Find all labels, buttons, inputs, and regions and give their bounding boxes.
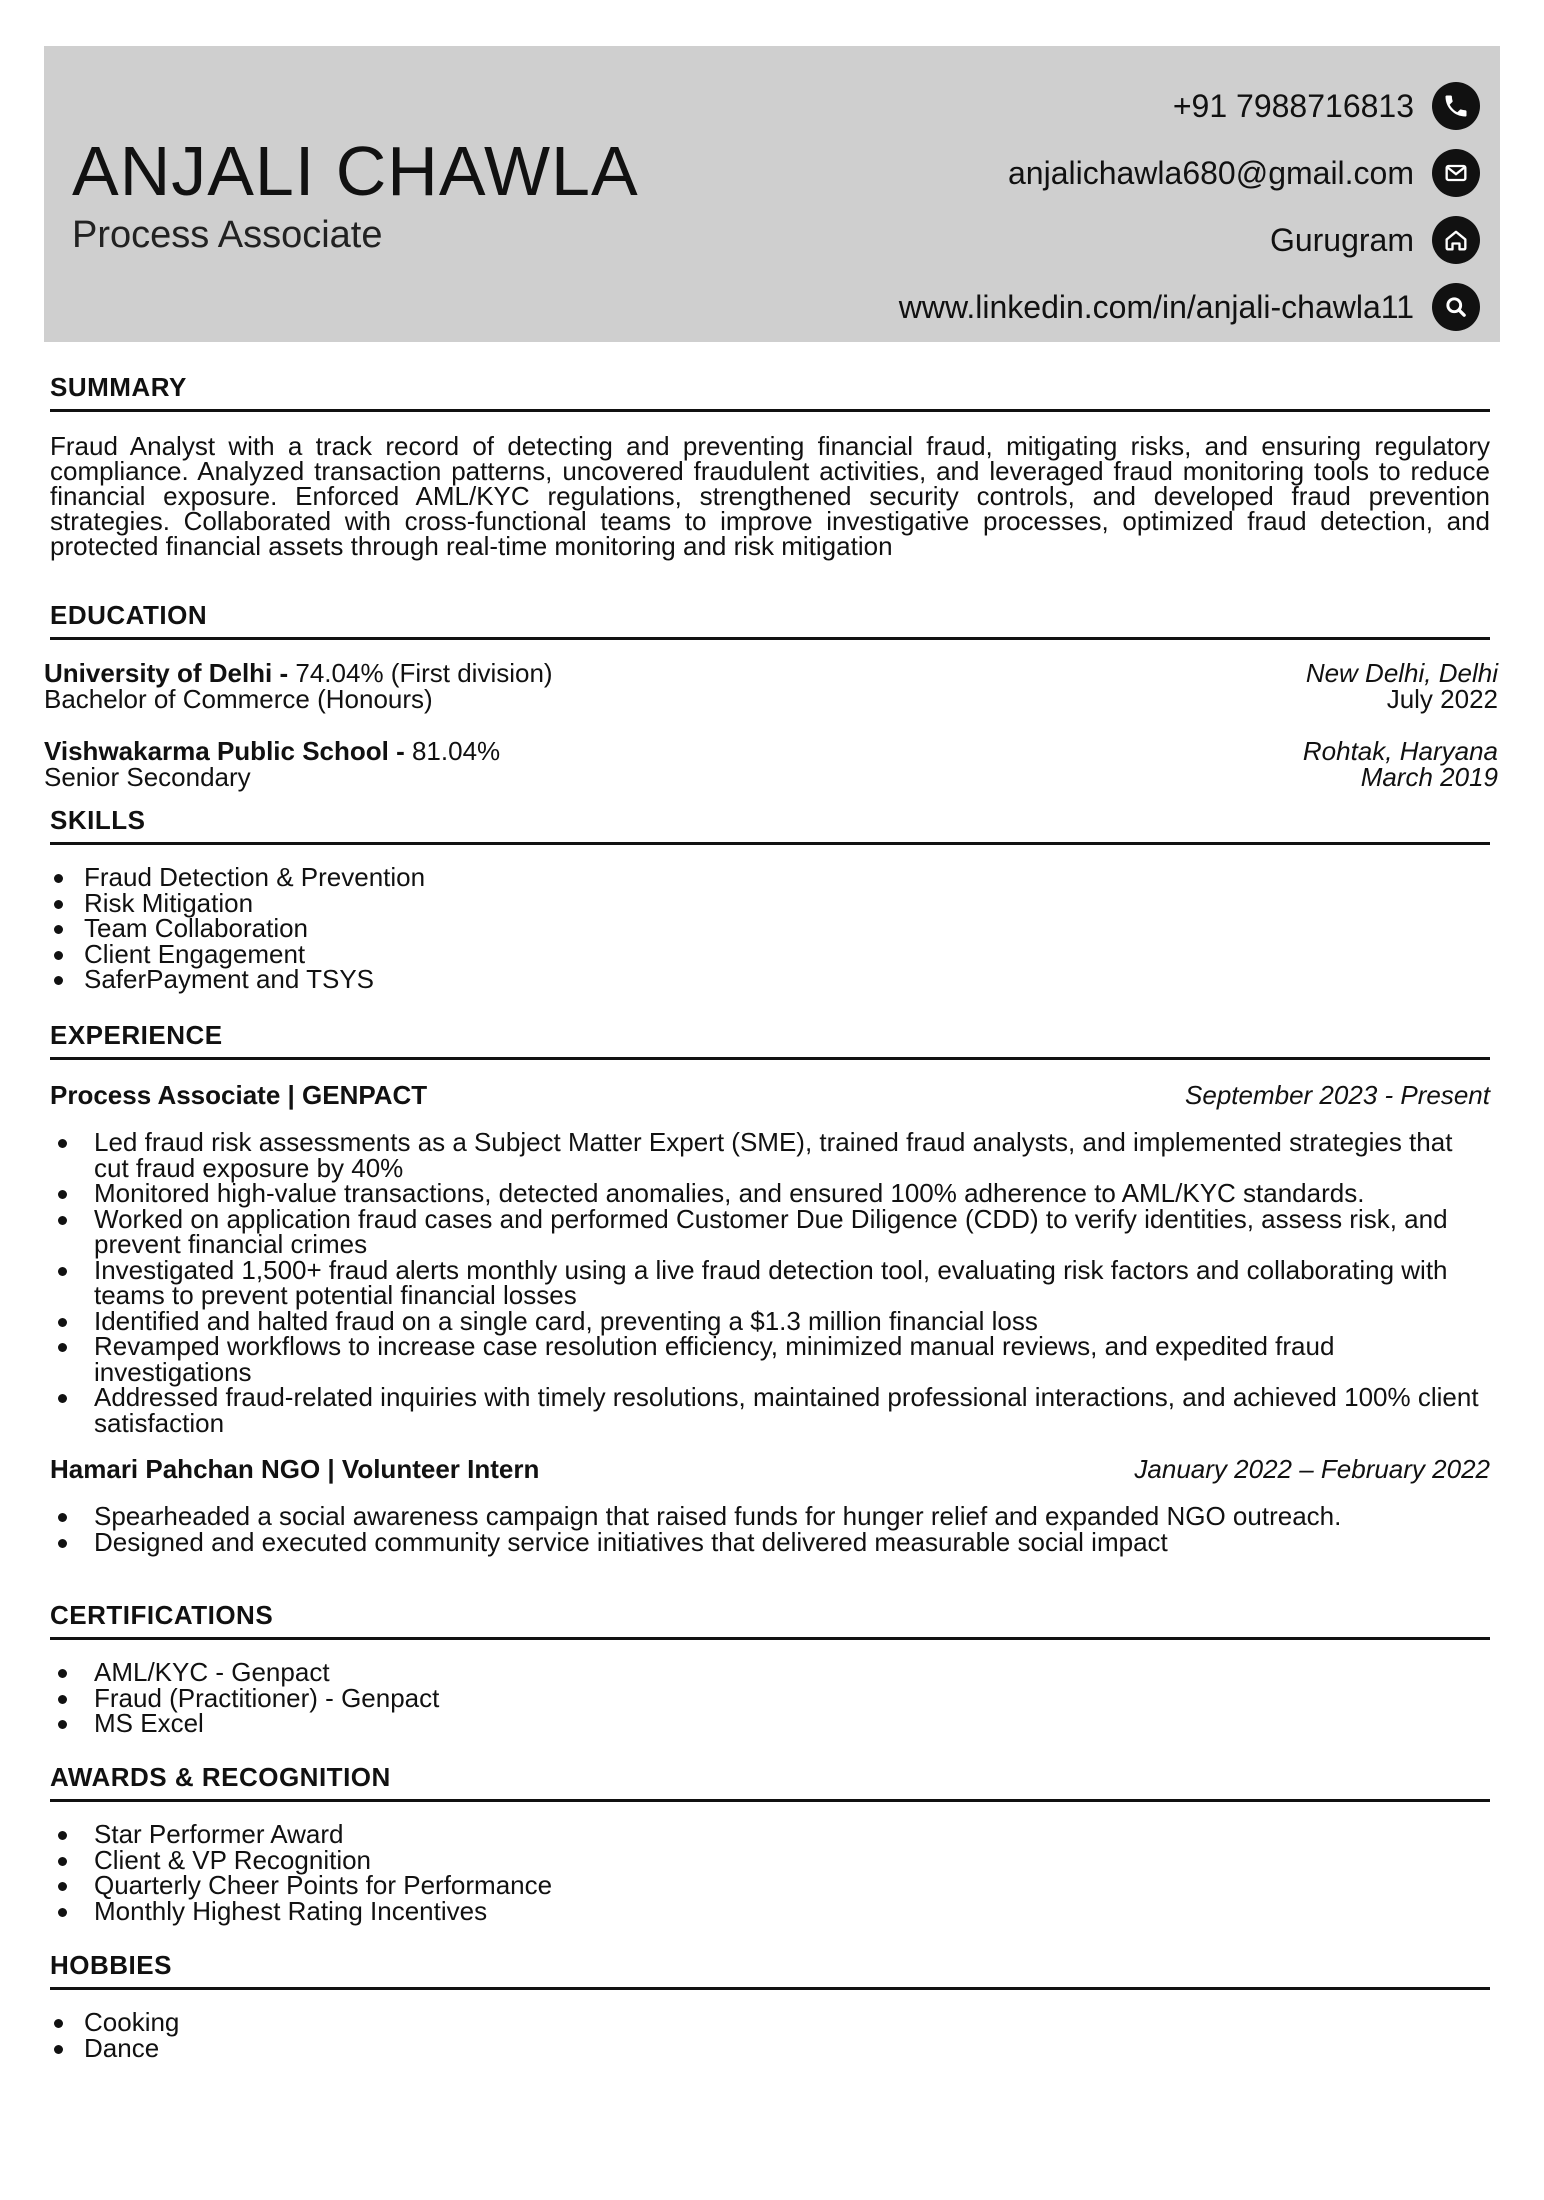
education-institution: Vishwakarma Public School - — [44, 736, 405, 766]
education-entry — [44, 736, 1498, 792]
education-location: New Delhi, Delhi — [1305, 658, 1498, 688]
awards-list — [50, 1819, 1490, 1926]
resume-header — [44, 46, 1500, 342]
job-dates: January 2022 – February 2022 — [1134, 1454, 1490, 1484]
website-text[interactable]: www.linkedin.com/in/anjali-chawla11 — [898, 288, 1414, 325]
list-item: Led fraud risk assessments as a Subject Matter Expert (SME), trained fraud analysts, and implemented strategies that cut fraud exposure by 40% — [94, 1130, 1490, 1181]
list-item: Cooking — [84, 2010, 1490, 2036]
hobbies-section — [50, 1950, 1490, 2061]
list-item: Star Performer Award — [94, 1822, 1490, 1848]
job-dates: September 2023 - Present — [1185, 1080, 1490, 1110]
education-degree: Senior Secondary — [44, 762, 251, 792]
list-item: Monitored high-value transactions, detected anomalies, and ensured 100% adherence to AML/KYC standards. — [94, 1181, 1490, 1207]
list-item: Client Engagement — [84, 942, 1490, 968]
section-title: CERTIFICATIONS — [50, 1600, 1490, 1640]
education-entry — [44, 658, 1498, 714]
list-item: Fraud (Practitioner) - Genpact — [94, 1686, 1490, 1712]
mail-icon — [1432, 149, 1480, 197]
hobbies-list — [50, 2007, 1490, 2063]
list-item: Monthly Highest Rating Incentives — [94, 1899, 1490, 1925]
list-item: Client & VP Recognition — [94, 1848, 1490, 1874]
job-bullets — [50, 1127, 1490, 1438]
education-date: July 2022 — [1386, 684, 1498, 714]
list-item: Fraud Detection & Prevention — [84, 865, 1490, 891]
job-header — [50, 1080, 1490, 1112]
contact-phone — [1173, 82, 1480, 130]
skills-section — [50, 805, 1490, 993]
list-item: AML/KYC - Genpact — [94, 1660, 1490, 1686]
certifications-list — [50, 1657, 1490, 1738]
job-title: Process Associate | GENPACT — [50, 1080, 428, 1110]
job-title: Hamari Pahchan NGO | Volunteer Intern — [50, 1454, 540, 1484]
contact-website[interactable] — [899, 283, 1480, 331]
phone-icon — [1432, 82, 1480, 130]
list-item: Identified and halted fraud on a single card, preventing a $1.3 million financial loss — [94, 1309, 1490, 1335]
list-item: MS Excel — [94, 1711, 1490, 1737]
list-item: Dance — [84, 2036, 1490, 2062]
home-icon — [1432, 216, 1480, 264]
job-header — [50, 1454, 1490, 1486]
list-item: Revamped workflows to increase case resolution efficiency, minimized manual reviews, and expedited fraud investigations — [94, 1334, 1490, 1385]
list-item: Quarterly Cheer Points for Performance — [94, 1873, 1490, 1899]
section-title: HOBBIES — [50, 1950, 1490, 1990]
certifications-section — [50, 1600, 1490, 1737]
phone-text: +91 7988716813 — [1172, 87, 1414, 124]
section-title: SUMMARY — [50, 372, 1490, 412]
location-text: Gurugram — [1269, 221, 1414, 258]
list-item: Worked on application fraud cases and performed Customer Due Diligence (CDD) to verify identities, assess risk, and prevent financial crimes — [94, 1207, 1490, 1258]
section-title: EXPERIENCE — [50, 1020, 1490, 1060]
contact-location — [1270, 216, 1480, 264]
contact-email[interactable] — [1008, 149, 1480, 197]
search-icon — [1432, 283, 1480, 331]
list-item: Risk Mitigation — [84, 891, 1490, 917]
job-bullets — [50, 1501, 1490, 1557]
education-score: 74.04% (First division) — [288, 658, 553, 688]
list-item: SaferPayment and TSYS — [84, 967, 1490, 993]
awards-section — [50, 1762, 1490, 1924]
list-item: Spearheaded a social awareness campaign that raised funds for hunger relief and expanded NGO outreach. — [94, 1504, 1490, 1530]
list-item: Investigated 1,500+ fraud alerts monthly using a live fraud detection tool, evaluating risk factors and collaborating with teams to prevent potential financial losses — [94, 1258, 1490, 1309]
education-score: 81.04% — [404, 736, 501, 766]
education-date: March 2019 — [1360, 762, 1498, 792]
education-institution: University of Delhi - — [44, 658, 289, 688]
section-title: EDUCATION — [50, 600, 1490, 640]
summary-text: Fraud Analyst with a track record of detecting and preventing financial fraud, mitigating risks, and ensuring regulatory compliance. Analyzed transaction patterns, uncovered fraudulent activities, and leveraged fraud monitoring tools to reduce financial exposure. Enforced AML/KYC regulations, strengthened security controls, and developed fraud prevention strategies. Collaborated with cross-functional teams to improve investigative processes, optimized fraud detection, and protected financial assets through real-time monitoring and risk mitigation — [50, 431, 1490, 561]
education-location: Rohtak, Haryana — [1302, 736, 1498, 766]
summary-section — [50, 372, 1490, 559]
list-item: Addressed fraud-related inquiries with timely resolutions, maintained professional interactions, and achieved 100% client satisfaction — [94, 1385, 1490, 1436]
experience-section — [50, 1020, 1490, 1555]
candidate-name: ANJALI CHAWLA — [72, 132, 639, 210]
list-item: Designed and executed community service initiatives that delivered measurable social impact — [94, 1530, 1490, 1556]
education-section — [44, 600, 1498, 792]
section-title: SKILLS — [50, 805, 1490, 845]
section-title: AWARDS & RECOGNITION — [50, 1762, 1490, 1802]
list-item: Team Collaboration — [84, 916, 1490, 942]
skills-list — [50, 862, 1490, 994]
education-degree: Bachelor of Commerce (Honours) — [44, 684, 433, 714]
candidate-role: Process Associate — [72, 214, 383, 256]
email-text[interactable]: anjalichawla680@gmail.com — [1007, 154, 1414, 191]
